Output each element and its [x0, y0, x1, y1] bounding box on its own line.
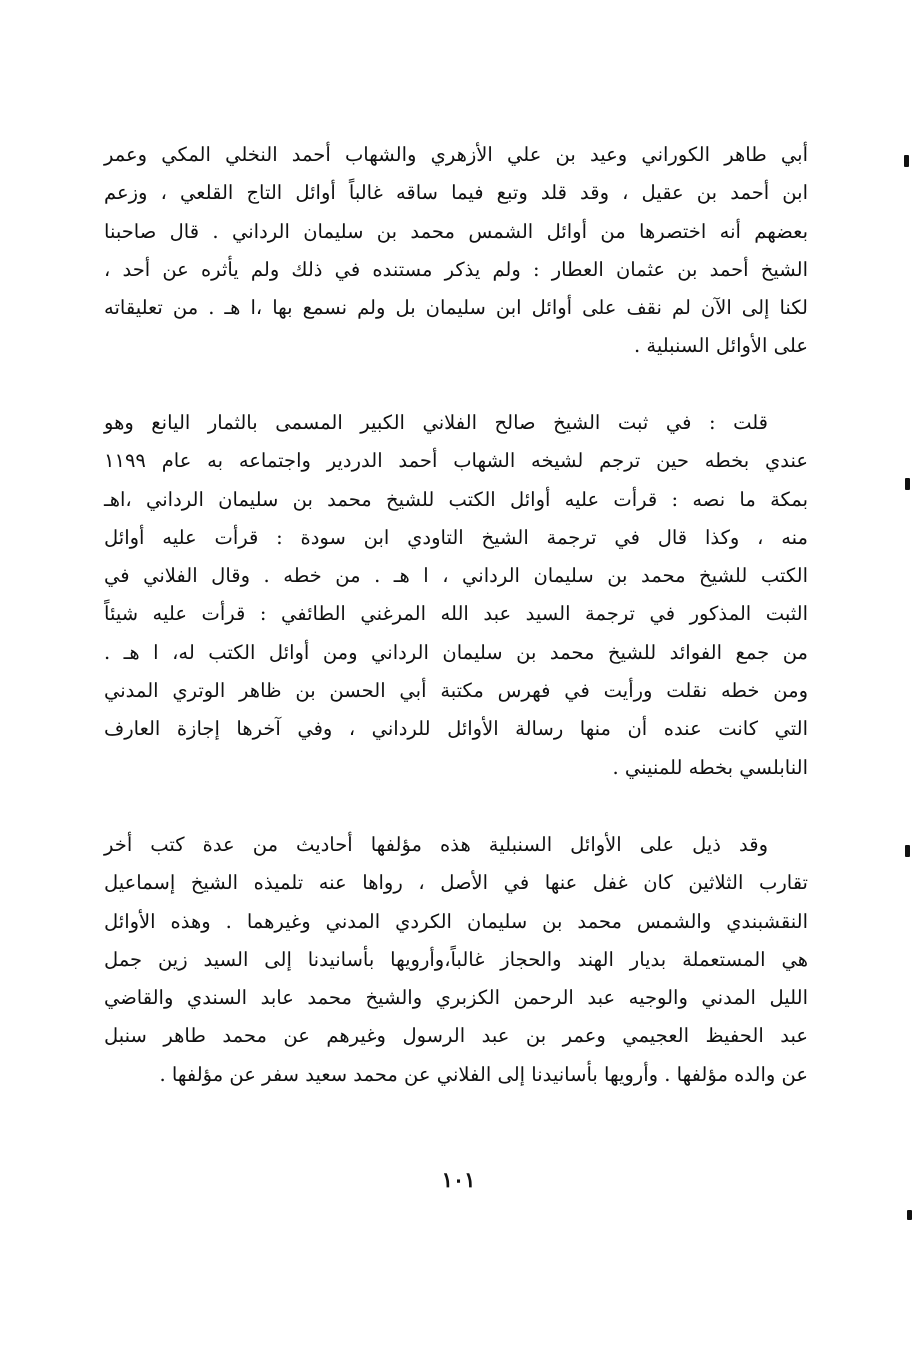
paragraph-3	[104, 826, 808, 1094]
text-line: لكنا إلى الآن لم نقف على أوائل ابن سليمان بل ولم نسمع بها ،ا هـ . من تعليقاته	[104, 296, 808, 320]
paragraph-2	[104, 404, 808, 787]
margin-mark	[907, 1210, 912, 1220]
text-line: الشيخ أحمد بن عثمان العطار : ولم يذكر مستنده في ذلك ولم يأثره عن أحد ،	[104, 257, 808, 281]
text-line: ومن خطه نقلت ورأيت في فهرس مكتبة أبي الحسن بن ظاهر الوتري المدني	[104, 679, 808, 703]
text-line: قلت : في ثبت الشيخ صالح الفلاني الكبير المسمى بالثمار اليانع وهو	[104, 411, 768, 434]
text-line: الكتب للشيخ محمد بن سليمان الرداني ، ا هـ . من خطه . وقال الفلاني في	[104, 564, 808, 588]
text-line: النابلسي بخطه للمنيني .	[612, 755, 808, 779]
text-line: عن والده مؤلفها . وأرويها بأسانيدنا إلى الفلاني عن محمد سعيد سفر عن مؤلفها .	[159, 1062, 808, 1086]
text-line: النقشبندي والشمس محمد بن سليمان الكردي المدني وغيرهما . وهذه الأوائل	[104, 909, 808, 933]
page-number: ١٠١	[441, 1167, 476, 1192]
text-line: على الأوائل السنبلية .	[633, 334, 808, 358]
text-line: تقارب الثلاثين كان غفل عنها في الأصل ، رواها عنه تلميذه الشيخ إسماعيل	[104, 871, 808, 895]
margin-mark	[905, 478, 910, 490]
text-line: الليل المدني والوجيه عبد الرحمن الكزبري والشيخ محمد عابد السندي والقاضي	[104, 986, 808, 1010]
text-line: عبد الحفيظ العجيمي وعمر بن عبد الرسول وغيرهم عن محمد طاهر سنبل	[104, 1024, 808, 1048]
text-line: التي كانت عنده أن منها رسالة الأوائل للرداني ، وفي آخرها إجازة العارف	[104, 717, 808, 741]
margin-mark	[905, 845, 910, 857]
text-line: الثبت المذكور في ترجمة السيد عبد الله المرغني الطائفي : قرأت عليه شيئاً	[104, 602, 808, 626]
margin-mark	[904, 155, 909, 167]
text-line: أبي طاهر الكوراني وعيد بن علي الأزهري والشهاب أحمد النخلي المكي وعمر	[104, 143, 808, 166]
text-line: منه ، وكذا قال في ترجمة الشيخ التاودي ابن سودة : قرأت عليه أوائل	[104, 525, 808, 549]
text-line: بمكة ما نصه : قرأت عليه أوائل الكتب للشيخ محمد بن سليمان الرداني ،اهـ	[104, 487, 808, 511]
paragraph-1	[104, 136, 808, 366]
text-line: من جمع الفوائد للشيخ محمد بن سليمان الرداني ومن أوائل الكتب له، ا هـ .	[104, 640, 808, 664]
text-line: هي المستعملة بديار الهند والحجاز غالباً،وأرويها بأسانيدنا إلى السيد زين جمل	[104, 947, 808, 971]
text-line: ابن أحمد بن عقيل ، وقد قلد وتبع فيما ساقه غالباً أوائل التاج القلعي ، وزعم	[104, 181, 808, 205]
text-line: بعضهم أنه اختصرها من أوائل الشمس محمد بن سليمان الرداني . قال صاحبنا	[104, 219, 808, 243]
text-line: عندي بخطه حين ترجم لشيخه الشهاب أحمد الدردير واجتماعه به عام ١١٩٩	[104, 449, 808, 473]
text-line: وقد ذيل على الأوائل السنبلية هذه مؤلفها أحاديث من عدة كتب أخر	[104, 833, 768, 856]
